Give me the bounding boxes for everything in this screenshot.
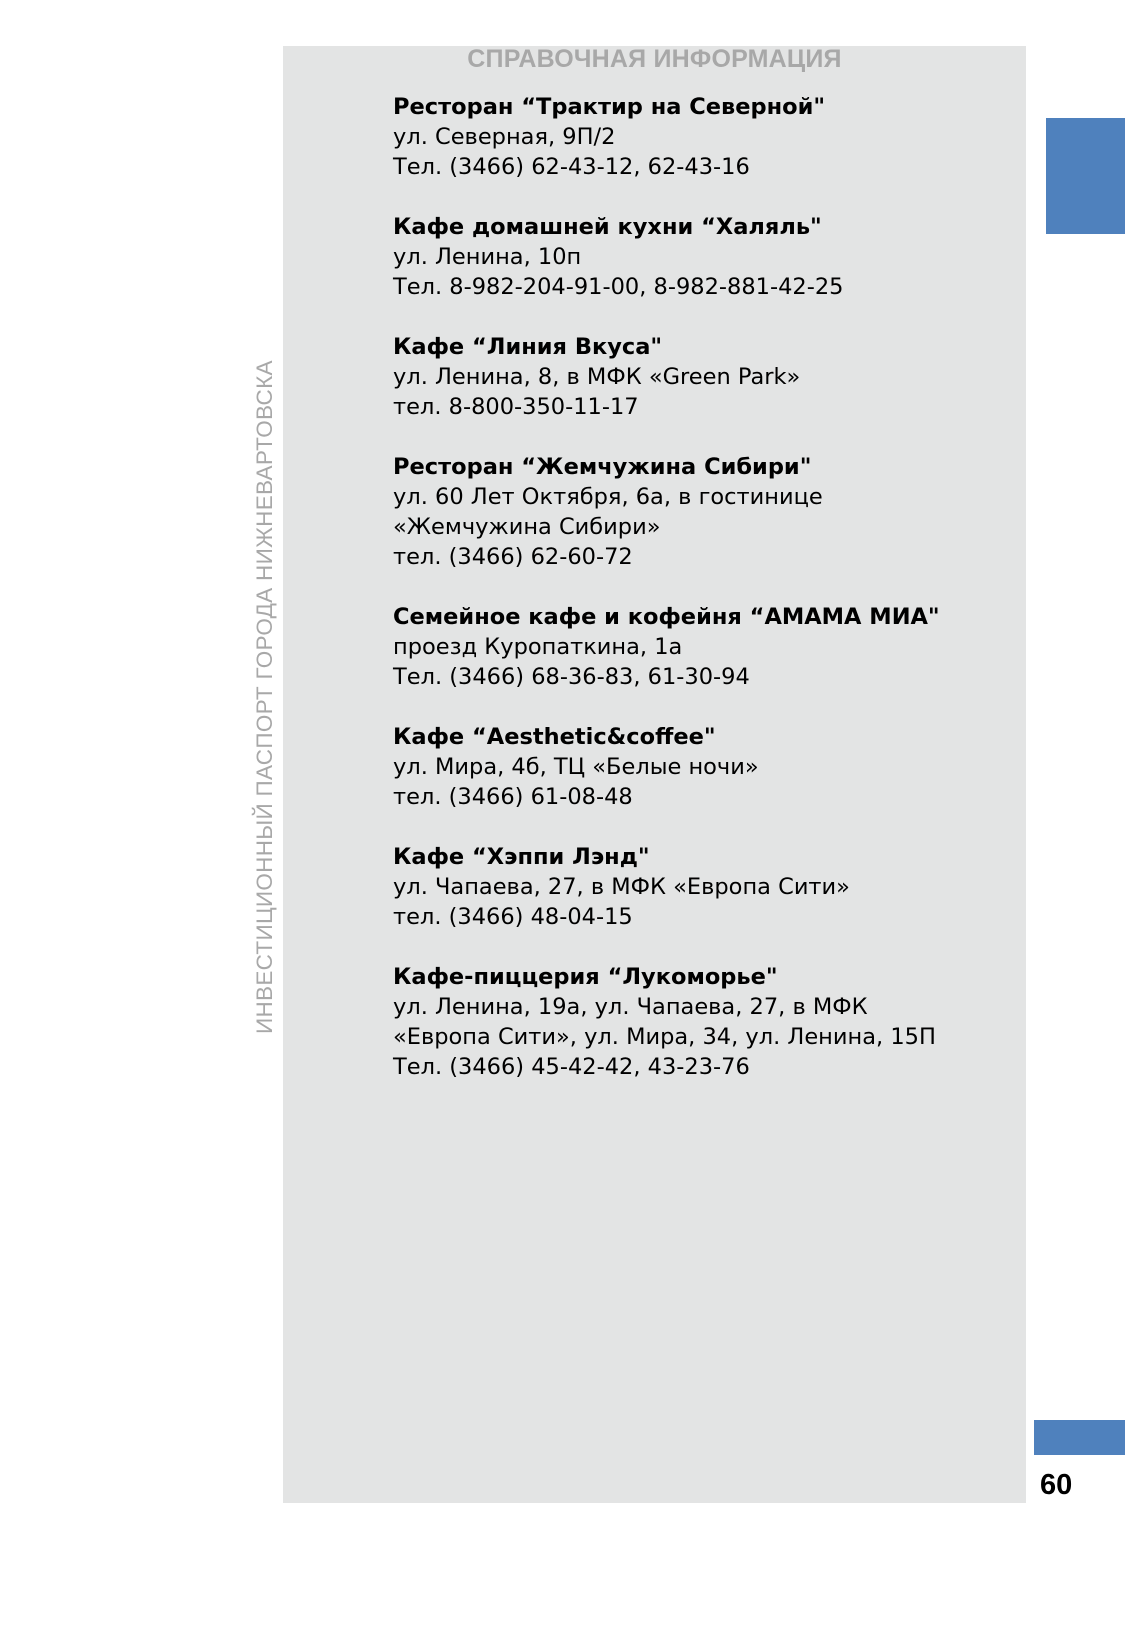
entry-phone: Тел. (3466) 68-36-83, 61-30-94 xyxy=(393,664,750,690)
entry-name: Кафе домашней кухни “Халяль" xyxy=(393,214,822,240)
entry-name: Кафе-пиццерия “Лукоморье" xyxy=(393,964,778,990)
entry-address: «Европа Сити», ул. Мира, 34, ул. Ленина, 15П xyxy=(393,1024,936,1050)
entry-name: Ресторан “Трактир на Северной" xyxy=(393,94,826,120)
entry-item xyxy=(393,332,1023,422)
entry-name: Кафе “Хэппи Лэнд" xyxy=(393,844,650,870)
entry-item xyxy=(393,602,1023,692)
entry-address: ул. Ленина, 8, в МФК «Green Park» xyxy=(393,364,801,390)
entry-phone: Тел. (3466) 62-43-12, 62-43-16 xyxy=(393,154,750,180)
entry-address: ул. Северная, 9П/2 xyxy=(393,124,616,150)
entry-address: «Жемчужина Сибири» xyxy=(393,514,661,540)
entry-name: Ресторан “Жемчужина Сибири" xyxy=(393,454,812,480)
side-document-title: ИНВЕСТИЦИОННЫЙ ПАСПОРТ ГОРОДА НИЖНЕВАРТОВСКА xyxy=(252,360,277,1034)
entry-address: ул. 60 Лет Октября, 6а, в гостинице xyxy=(393,484,823,510)
entry-address: проезд Куропаткина, 1а xyxy=(393,634,683,660)
entry-name: Семейное кафе и кофейня “АМАМА МИА" xyxy=(393,604,940,630)
section-title: СПРАВОЧНАЯ ИНФОРМАЦИЯ xyxy=(467,45,842,73)
entry-phone: тел. (3466) 48-04-15 xyxy=(393,904,633,930)
entry-item xyxy=(393,92,1023,182)
entry-address: ул. Ленина, 10п xyxy=(393,244,582,270)
entry-phone: тел. 8-800-350-11-17 xyxy=(393,394,639,420)
entry-address: ул. Чапаева, 27, в МФК «Европа Сити» xyxy=(393,874,850,900)
entry-phone: тел. (3466) 61-08-48 xyxy=(393,784,633,810)
entry-item xyxy=(393,212,1023,302)
entry-address: ул. Ленина, 19а, ул. Чапаева, 27, в МФК xyxy=(393,994,868,1020)
entry-name: Кафе “Линия Вкуса" xyxy=(393,334,663,360)
page-number: 60 xyxy=(1040,1469,1073,1501)
entry-item xyxy=(393,722,1023,812)
section-tab-marker xyxy=(1046,118,1125,234)
entry-item xyxy=(393,842,1023,932)
entry-address: ул. Мира, 4б, ТЦ «Белые ночи» xyxy=(393,754,759,780)
page-tab-marker xyxy=(1034,1420,1125,1455)
entry-phone: Тел. 8-982-204-91-00, 8-982-881-42-25 xyxy=(393,274,844,300)
entry-list xyxy=(393,92,1023,1112)
entry-phone: Тел. (3466) 45-42-42, 43-23-76 xyxy=(393,1054,750,1080)
entry-item xyxy=(393,962,1023,1082)
entry-item xyxy=(393,452,1023,572)
entry-phone: тел. (3466) 62-60-72 xyxy=(393,544,633,570)
entry-name: Кафе “Aesthetic&coffee" xyxy=(393,724,716,750)
